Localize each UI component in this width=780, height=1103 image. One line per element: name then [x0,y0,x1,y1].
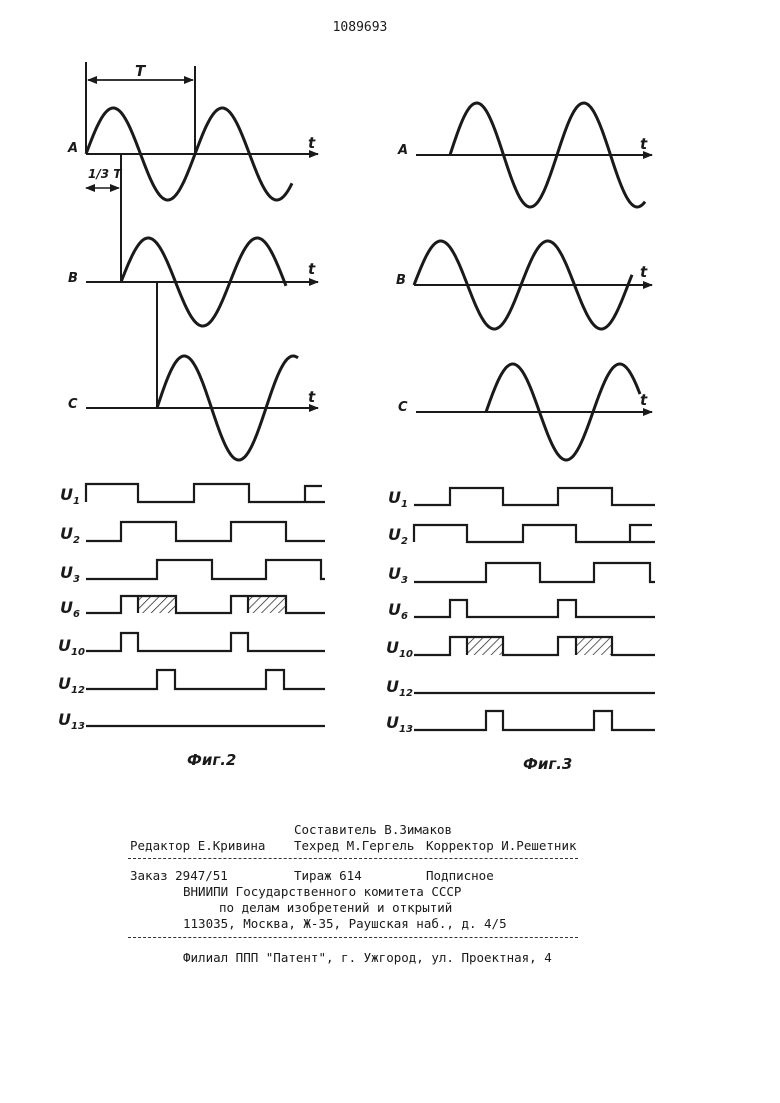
fig3-wave-label-c: C [398,400,408,415]
fig2-signal-label-u1: $U_1$ [60,485,80,507]
fig2-pulse-train-u10 [86,633,325,651]
imprint-circulation: Тираж 614 [294,868,362,883]
imprint-divider-2 [128,937,578,938]
fig2-signal-u3 [60,560,325,585]
fig2-signal-u12 [58,670,325,696]
fig3-signal-label-u1: $U_1$ [388,488,408,510]
fig2-axis-label-c: t [308,388,316,406]
fig2-wave-label-c: C [68,397,78,412]
fig2-signal-u13 [58,710,325,732]
fig3-signal-u2 [388,525,655,547]
fig2-pulse-train-u6 [86,596,325,613]
fig2-signal-label-u12: $U_{12}$ [58,674,85,696]
fig2-signal-u10 [58,633,325,658]
imprint-branch: Филиал ППП "Патент", г. Ужгород, ул. Проектная, 4 [183,950,552,965]
imprint-subscription: Подписное [426,868,494,883]
fig3-axis-label-b: t [640,263,648,281]
fig3-pulse-train-u3 [414,563,655,582]
imprint-divider-1 [128,858,578,859]
fig3-pulse-train-u2 [414,525,655,542]
fig2-axis-label-b: t [308,260,316,278]
fig2-pulse-train-u12 [86,670,325,689]
fig3-signal-label-u13: $U_{13}$ [386,713,413,735]
fig2-pulse-train-u2 [86,522,325,541]
fig2-offset-label: 1/3 T [88,167,122,181]
imprint-address: 113035, Москва, Ж-35, Раушская наб., д. 4/5 [183,916,507,931]
fig2-signal-label-u10: $U_{10}$ [58,636,85,658]
fig3-signal-u6 [388,600,655,622]
fig2-period-label: T [135,62,146,80]
fig2-signal-u1 [60,484,325,507]
imprint-editor: Редактор Е.Кривина [130,838,266,853]
fig2-signal-label-u6: $U_6$ [60,598,80,620]
fig2-signal-u2 [60,522,325,546]
fig2-pulse-train-u1 [86,484,325,502]
imprint-corrector: Корректор И.Решетник [426,838,577,853]
fig3-signal-label-u10: $U_{10}$ [386,638,413,660]
fig3-signal-label-u3: $U_3$ [388,564,408,586]
fig2-axis-label-a: t [308,134,316,152]
fig3-axis-label-a: t [640,135,648,153]
imprint-org-line1: ВНИИПИ Государственного комитета СССР [183,884,462,899]
fig3-signal-u10 [386,637,655,660]
fig2-signal-label-u2: $U_2$ [60,524,80,546]
fig3-pulse-train-u1 [414,488,655,505]
fig2-signal-u6 [60,596,325,620]
fig2-hatched-region-u6-2 [248,596,286,613]
fig3-pulse-train-u13 [414,711,655,730]
fig3-pulse-train-u6 [414,600,655,617]
fig3-hatched-region-u10-1 [467,637,503,655]
fig2 [58,62,325,769]
fig3-axis-label-c: t [640,391,648,409]
fig3-wave-label-a: A [398,143,409,158]
fig3-signal-label-u2: $U_2$ [388,525,408,547]
fig2-hatched-region-u6-1 [138,596,176,613]
fig3-signal-u3 [388,563,655,586]
fig3-caption: Фиг.3 [523,755,573,773]
fig3-signal-u12 [386,677,655,699]
fig2-pulse-train-u3 [86,560,325,579]
fig2-caption: Фиг.2 [187,751,237,769]
document-number: 1089693 [332,20,388,35]
imprint-compiler: Составитель В.Зимаков [294,822,453,837]
fig2-signal-label-u3: $U_3$ [60,563,80,585]
fig2-signal-label-u13: $U_{13}$ [58,710,85,732]
fig2-wave-label-b: B [68,271,78,286]
imprint-org-line2: по делам изобретений и открытий [219,900,453,915]
fig3-hatched-region-u10-2 [576,637,612,655]
fig3-signal-label-u12: $U_{12}$ [386,677,413,699]
fig3-pulse-train-u10 [414,637,655,655]
fig3 [386,103,655,773]
fig3-signal-u1 [388,488,655,510]
fig3-signal-u13 [386,711,655,735]
imprint-techred: Техред М.Гергель [294,838,415,853]
fig2-wave-label-a: A [68,141,79,156]
fig3-signal-label-u6: $U_6$ [388,600,408,622]
fig3-wave-label-b: B [396,273,406,288]
imprint-order: Заказ 2947/51 [130,868,228,883]
